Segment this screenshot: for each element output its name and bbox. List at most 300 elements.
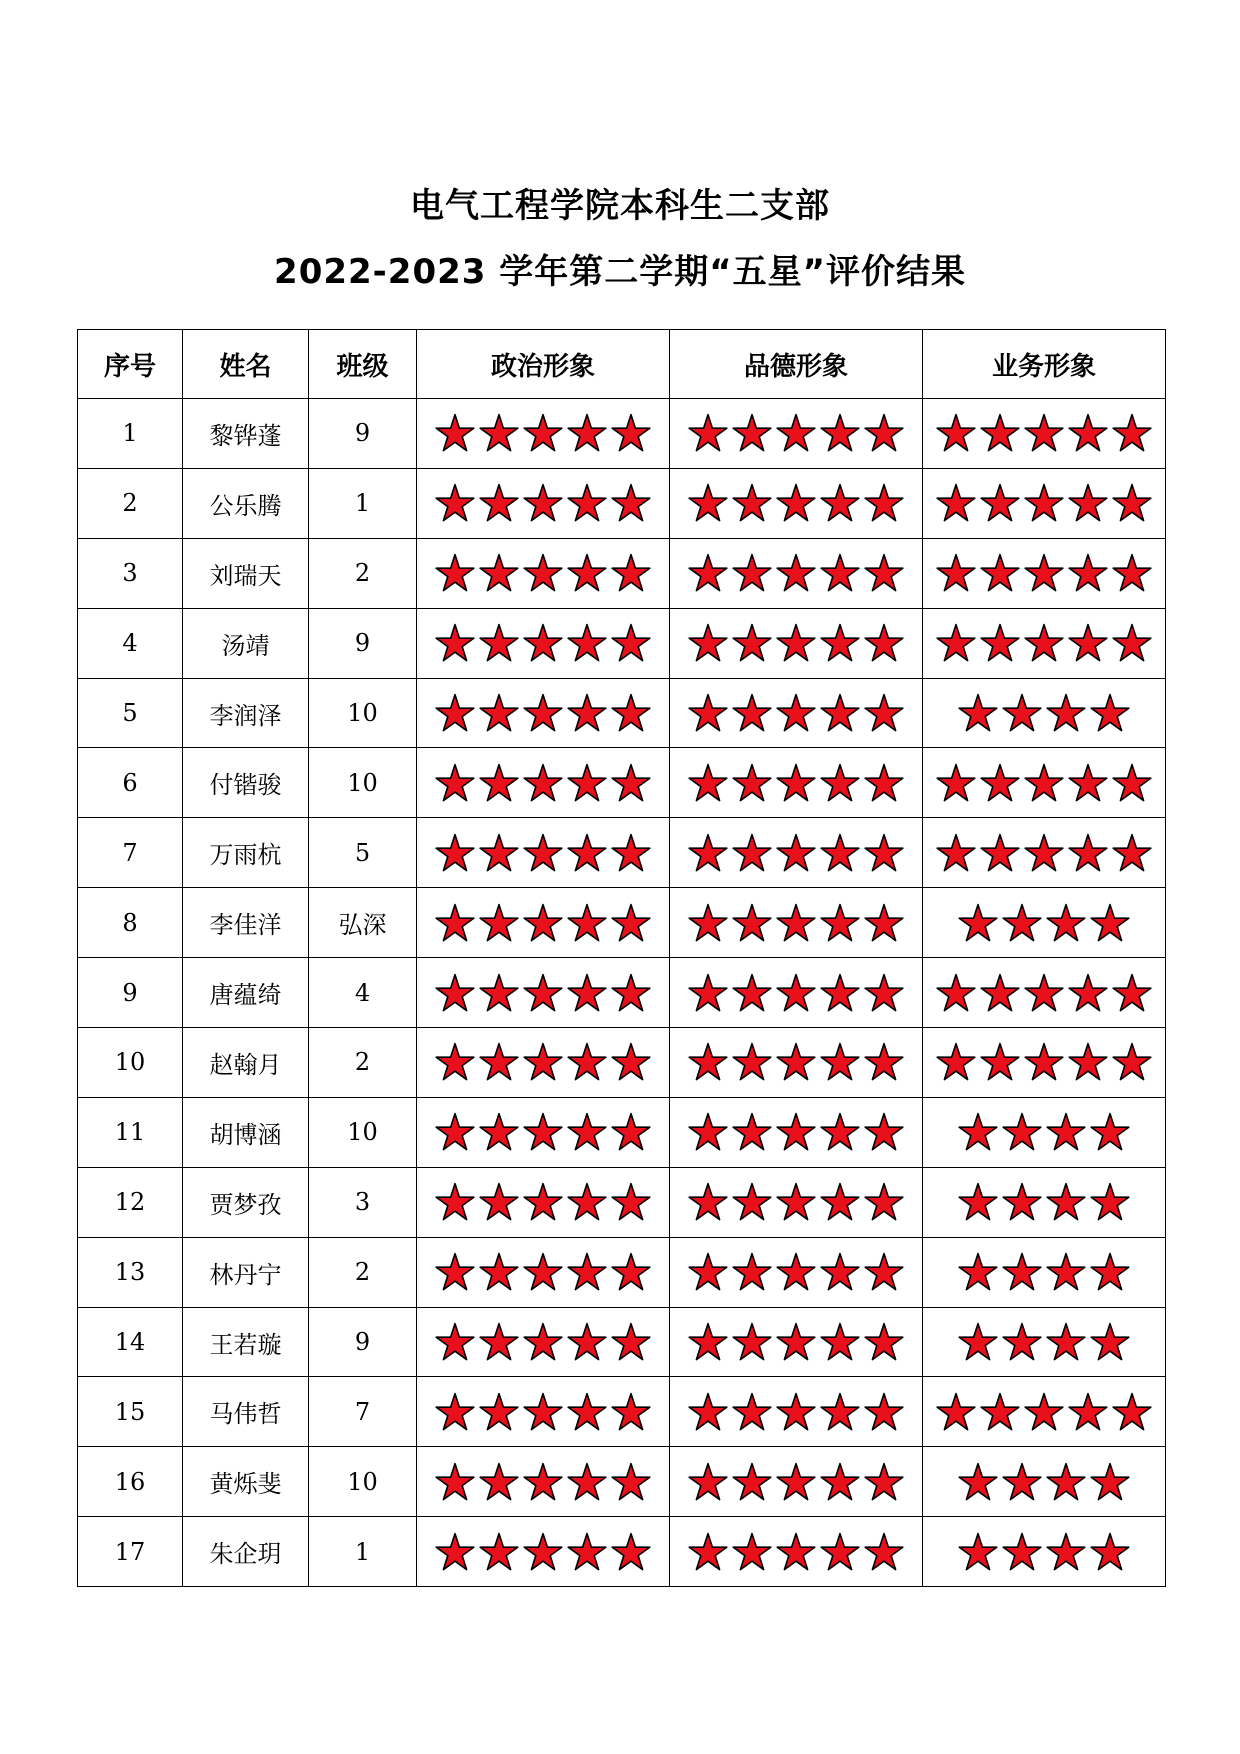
star-icon xyxy=(1068,763,1108,803)
star-icon xyxy=(611,413,651,453)
star-icon xyxy=(864,553,904,593)
star-icon xyxy=(1002,903,1042,943)
cell-seq: 16 xyxy=(78,1447,183,1517)
star-rating xyxy=(936,1028,1152,1097)
star-icon xyxy=(435,763,475,803)
star-icon xyxy=(688,693,728,733)
star-icon xyxy=(523,623,563,663)
star-icon xyxy=(958,1112,998,1152)
star-icon xyxy=(611,1042,651,1082)
star-icon xyxy=(1046,1532,1086,1572)
star-icon xyxy=(688,1322,728,1362)
star-icon xyxy=(1002,1182,1042,1222)
star-icon xyxy=(864,1392,904,1432)
star-icon xyxy=(864,413,904,453)
star-icon xyxy=(732,1112,772,1152)
star-icon xyxy=(864,1112,904,1152)
cell-class: 10 xyxy=(309,748,417,818)
star-icon xyxy=(732,763,772,803)
header-seq: 序号 xyxy=(78,330,183,399)
star-icon xyxy=(732,973,772,1013)
cell-moral-rating xyxy=(670,1307,923,1377)
cell-business-rating xyxy=(923,1377,1166,1447)
star-icon xyxy=(864,1532,904,1572)
star-icon xyxy=(523,553,563,593)
star-icon xyxy=(864,623,904,663)
star-rating xyxy=(435,818,651,887)
star-rating xyxy=(958,1447,1130,1516)
cell-moral-rating xyxy=(670,399,923,469)
cell-political-rating xyxy=(417,748,670,818)
table-row xyxy=(78,468,1166,538)
cell-seq: 17 xyxy=(78,1517,183,1587)
table-row xyxy=(78,958,1166,1028)
page-subtitle: 2022-2023 学年第二学期“五星”评价结果 xyxy=(274,252,966,292)
star-icon xyxy=(958,1462,998,1502)
cell-business-rating xyxy=(923,1447,1166,1517)
star-icon xyxy=(611,763,651,803)
star-icon xyxy=(864,1322,904,1362)
star-icon xyxy=(567,483,607,523)
cell-class: 9 xyxy=(309,1307,417,1377)
table-row xyxy=(78,748,1166,818)
star-icon xyxy=(523,1042,563,1082)
star-icon xyxy=(1002,693,1042,733)
cell-political-rating xyxy=(417,818,670,888)
star-icon xyxy=(523,763,563,803)
star-icon xyxy=(1024,1392,1064,1432)
star-icon xyxy=(1046,903,1086,943)
star-icon xyxy=(820,973,860,1013)
table-header-row xyxy=(78,330,1166,399)
cell-class: 10 xyxy=(309,678,417,748)
cell-class: 弘深 xyxy=(309,888,417,958)
cell-political-rating xyxy=(417,888,670,958)
table-row xyxy=(78,1307,1166,1377)
star-rating xyxy=(688,958,904,1027)
star-icon xyxy=(936,1042,976,1082)
star-icon xyxy=(820,763,860,803)
star-icon xyxy=(567,693,607,733)
star-icon xyxy=(1090,693,1130,733)
cell-moral-rating xyxy=(670,1097,923,1167)
star-icon xyxy=(1068,1042,1108,1082)
cell-name: 王若璇 xyxy=(183,1307,309,1377)
cell-political-rating xyxy=(417,1447,670,1517)
cell-name: 唐蕴绮 xyxy=(183,958,309,1028)
star-rating xyxy=(936,818,1152,887)
cell-moral-rating xyxy=(670,888,923,958)
star-icon xyxy=(567,1532,607,1572)
star-icon xyxy=(567,413,607,453)
star-icon xyxy=(567,1112,607,1152)
star-icon xyxy=(820,1532,860,1572)
star-icon xyxy=(732,623,772,663)
star-icon xyxy=(523,1392,563,1432)
star-icon xyxy=(864,1252,904,1292)
star-icon xyxy=(688,1392,728,1432)
star-rating xyxy=(435,888,651,957)
star-icon xyxy=(523,1182,563,1222)
star-icon xyxy=(567,1252,607,1292)
star-icon xyxy=(732,413,772,453)
star-icon xyxy=(958,1252,998,1292)
star-icon xyxy=(1002,1112,1042,1152)
star-icon xyxy=(611,833,651,873)
star-rating xyxy=(958,888,1130,957)
cell-seq: 4 xyxy=(78,608,183,678)
star-icon xyxy=(435,1532,475,1572)
star-icon xyxy=(1112,413,1152,453)
star-icon xyxy=(1068,483,1108,523)
star-icon xyxy=(688,1252,728,1292)
cell-class: 2 xyxy=(309,1028,417,1098)
star-icon xyxy=(1002,1252,1042,1292)
star-icon xyxy=(435,693,475,733)
star-rating xyxy=(688,1517,904,1586)
star-icon xyxy=(479,1042,519,1082)
star-icon xyxy=(611,1462,651,1502)
cell-name: 汤靖 xyxy=(183,608,309,678)
star-icon xyxy=(523,483,563,523)
cell-political-rating xyxy=(417,958,670,1028)
star-icon xyxy=(567,763,607,803)
star-icon xyxy=(1090,1112,1130,1152)
star-icon xyxy=(567,903,607,943)
cell-political-rating xyxy=(417,1028,670,1098)
star-rating xyxy=(688,1377,904,1446)
cell-seq: 2 xyxy=(78,468,183,538)
star-icon xyxy=(820,1182,860,1222)
star-icon xyxy=(435,1392,475,1432)
star-icon xyxy=(776,973,816,1013)
cell-moral-rating xyxy=(670,1167,923,1237)
star-icon xyxy=(611,1252,651,1292)
cell-class: 4 xyxy=(309,958,417,1028)
cell-class: 9 xyxy=(309,399,417,469)
star-icon xyxy=(1090,903,1130,943)
star-icon xyxy=(732,1252,772,1292)
star-icon xyxy=(776,693,816,733)
star-icon xyxy=(435,483,475,523)
star-icon xyxy=(435,1322,475,1362)
star-icon xyxy=(980,623,1020,663)
star-icon xyxy=(611,553,651,593)
star-rating xyxy=(688,1028,904,1097)
star-icon xyxy=(611,1182,651,1222)
star-icon xyxy=(1046,1462,1086,1502)
star-icon xyxy=(958,1532,998,1572)
star-rating xyxy=(688,1168,904,1237)
table-row xyxy=(78,678,1166,748)
star-icon xyxy=(1112,763,1152,803)
star-icon xyxy=(820,483,860,523)
star-rating xyxy=(958,1168,1130,1237)
star-icon xyxy=(479,693,519,733)
star-icon xyxy=(611,693,651,733)
star-rating xyxy=(435,539,651,608)
star-icon xyxy=(479,1322,519,1362)
star-rating xyxy=(435,1168,651,1237)
star-icon xyxy=(1068,833,1108,873)
star-icon xyxy=(1112,973,1152,1013)
star-icon xyxy=(688,1182,728,1222)
star-icon xyxy=(820,1392,860,1432)
star-icon xyxy=(732,1532,772,1572)
star-icon xyxy=(1046,1322,1086,1362)
star-rating xyxy=(435,1098,651,1167)
cell-class: 9 xyxy=(309,608,417,678)
star-rating xyxy=(688,1098,904,1167)
cell-seq: 9 xyxy=(78,958,183,1028)
star-icon xyxy=(1090,1322,1130,1362)
star-rating xyxy=(688,888,904,957)
star-rating xyxy=(958,1308,1130,1377)
cell-seq: 12 xyxy=(78,1167,183,1237)
star-rating xyxy=(688,679,904,748)
cell-business-rating xyxy=(923,748,1166,818)
star-icon xyxy=(776,623,816,663)
star-icon xyxy=(732,903,772,943)
star-rating xyxy=(435,1028,651,1097)
cell-moral-rating xyxy=(670,1237,923,1307)
table-row xyxy=(78,608,1166,678)
star-rating xyxy=(435,1308,651,1377)
star-icon xyxy=(1112,1392,1152,1432)
star-icon xyxy=(732,693,772,733)
star-icon xyxy=(980,553,1020,593)
star-icon xyxy=(776,1392,816,1432)
star-icon xyxy=(1112,623,1152,663)
cell-business-rating xyxy=(923,888,1166,958)
star-rating xyxy=(435,679,651,748)
star-icon xyxy=(936,973,976,1013)
star-rating xyxy=(435,399,651,468)
star-icon xyxy=(479,1252,519,1292)
cell-political-rating xyxy=(417,1517,670,1587)
star-icon xyxy=(820,833,860,873)
star-icon xyxy=(688,903,728,943)
star-icon xyxy=(936,483,976,523)
star-icon xyxy=(776,763,816,803)
star-icon xyxy=(611,1532,651,1572)
cell-business-rating xyxy=(923,1028,1166,1098)
star-icon xyxy=(776,1182,816,1222)
cell-business-rating xyxy=(923,678,1166,748)
star-rating xyxy=(688,1308,904,1377)
cell-seq: 13 xyxy=(78,1237,183,1307)
star-rating xyxy=(435,469,651,538)
cell-name: 付锴骏 xyxy=(183,748,309,818)
star-icon xyxy=(1024,413,1064,453)
cell-class: 1 xyxy=(309,1517,417,1587)
cell-business-rating xyxy=(923,1517,1166,1587)
star-icon xyxy=(479,903,519,943)
star-rating xyxy=(936,748,1152,817)
star-icon xyxy=(1046,1112,1086,1152)
table-row xyxy=(78,1447,1166,1517)
cell-political-rating xyxy=(417,1167,670,1237)
star-icon xyxy=(776,1252,816,1292)
cell-class: 2 xyxy=(309,1237,417,1307)
cell-business-rating xyxy=(923,399,1166,469)
star-icon xyxy=(479,973,519,1013)
star-icon xyxy=(479,1462,519,1502)
cell-class: 10 xyxy=(309,1447,417,1517)
star-icon xyxy=(732,483,772,523)
cell-business-rating xyxy=(923,1307,1166,1377)
star-icon xyxy=(523,1532,563,1572)
star-icon xyxy=(1112,1042,1152,1082)
star-icon xyxy=(435,1462,475,1502)
star-icon xyxy=(479,1112,519,1152)
cell-political-rating xyxy=(417,608,670,678)
star-icon xyxy=(688,413,728,453)
star-icon xyxy=(688,833,728,873)
cell-name: 李佳洋 xyxy=(183,888,309,958)
cell-business-rating xyxy=(923,538,1166,608)
star-icon xyxy=(820,413,860,453)
star-icon xyxy=(479,833,519,873)
star-icon xyxy=(523,833,563,873)
star-icon xyxy=(688,1042,728,1082)
cell-seq: 5 xyxy=(78,678,183,748)
star-icon xyxy=(864,1462,904,1502)
cell-business-rating xyxy=(923,1167,1166,1237)
star-rating xyxy=(958,1517,1130,1586)
star-icon xyxy=(864,833,904,873)
star-icon xyxy=(980,483,1020,523)
star-icon xyxy=(435,413,475,453)
star-rating xyxy=(688,469,904,538)
star-icon xyxy=(567,833,607,873)
cell-name: 胡博涵 xyxy=(183,1097,309,1167)
star-rating xyxy=(688,399,904,468)
star-icon xyxy=(435,1182,475,1222)
star-rating xyxy=(435,958,651,1027)
star-icon xyxy=(732,1042,772,1082)
star-icon xyxy=(435,833,475,873)
star-icon xyxy=(479,1182,519,1222)
cell-business-rating xyxy=(923,608,1166,678)
star-icon xyxy=(435,903,475,943)
star-icon xyxy=(820,1462,860,1502)
star-icon xyxy=(732,1322,772,1362)
star-icon xyxy=(776,903,816,943)
star-icon xyxy=(776,833,816,873)
header-political: 政治形象 xyxy=(417,330,670,399)
star-icon xyxy=(1046,1252,1086,1292)
star-icon xyxy=(980,1042,1020,1082)
star-icon xyxy=(688,483,728,523)
star-icon xyxy=(567,1182,607,1222)
star-icon xyxy=(435,1252,475,1292)
star-icon xyxy=(479,763,519,803)
star-icon xyxy=(1068,623,1108,663)
star-icon xyxy=(1068,1392,1108,1432)
cell-class: 5 xyxy=(309,818,417,888)
star-icon xyxy=(1068,973,1108,1013)
star-icon xyxy=(1024,483,1064,523)
cell-name: 刘瑞天 xyxy=(183,538,309,608)
cell-class: 7 xyxy=(309,1377,417,1447)
star-icon xyxy=(688,553,728,593)
star-icon xyxy=(611,623,651,663)
cell-name: 公乐腾 xyxy=(183,468,309,538)
star-icon xyxy=(980,973,1020,1013)
star-rating xyxy=(688,818,904,887)
star-icon xyxy=(1024,553,1064,593)
cell-political-rating xyxy=(417,468,670,538)
cell-political-rating xyxy=(417,399,670,469)
star-icon xyxy=(567,1322,607,1362)
cell-name: 黎铧蓬 xyxy=(183,399,309,469)
star-icon xyxy=(1024,973,1064,1013)
star-icon xyxy=(523,1252,563,1292)
star-icon xyxy=(1002,1462,1042,1502)
star-icon xyxy=(980,763,1020,803)
star-icon xyxy=(611,1322,651,1362)
star-icon xyxy=(688,973,728,1013)
cell-moral-rating xyxy=(670,818,923,888)
cell-political-rating xyxy=(417,538,670,608)
star-icon xyxy=(523,973,563,1013)
star-icon xyxy=(936,623,976,663)
cell-business-rating xyxy=(923,1237,1166,1307)
star-icon xyxy=(1046,693,1086,733)
star-icon xyxy=(611,1392,651,1432)
star-icon xyxy=(776,553,816,593)
star-icon xyxy=(732,833,772,873)
star-icon xyxy=(688,1532,728,1572)
star-icon xyxy=(820,903,860,943)
star-rating xyxy=(435,609,651,678)
star-icon xyxy=(1024,763,1064,803)
star-icon xyxy=(1068,553,1108,593)
star-rating xyxy=(435,1238,651,1307)
cell-moral-rating xyxy=(670,678,923,748)
star-rating xyxy=(936,958,1152,1027)
star-icon xyxy=(776,1532,816,1572)
star-icon xyxy=(688,1112,728,1152)
star-rating xyxy=(958,679,1130,748)
star-icon xyxy=(479,623,519,663)
table-row xyxy=(78,538,1166,608)
star-icon xyxy=(864,483,904,523)
star-icon xyxy=(523,903,563,943)
header-business: 业务形象 xyxy=(923,330,1166,399)
cell-seq: 6 xyxy=(78,748,183,818)
star-icon xyxy=(958,1182,998,1222)
star-icon xyxy=(820,623,860,663)
star-icon xyxy=(435,623,475,663)
cell-class: 10 xyxy=(309,1097,417,1167)
cell-seq: 11 xyxy=(78,1097,183,1167)
star-icon xyxy=(864,1042,904,1082)
star-icon xyxy=(776,1462,816,1502)
cell-seq: 3 xyxy=(78,538,183,608)
star-icon xyxy=(435,1112,475,1152)
cell-name: 李润泽 xyxy=(183,678,309,748)
star-icon xyxy=(567,1462,607,1502)
star-icon xyxy=(1090,1532,1130,1572)
star-rating xyxy=(435,1517,651,1586)
star-icon xyxy=(864,903,904,943)
cell-moral-rating xyxy=(670,468,923,538)
star-icon xyxy=(820,693,860,733)
results-table xyxy=(77,329,1166,1587)
table-row xyxy=(78,1377,1166,1447)
